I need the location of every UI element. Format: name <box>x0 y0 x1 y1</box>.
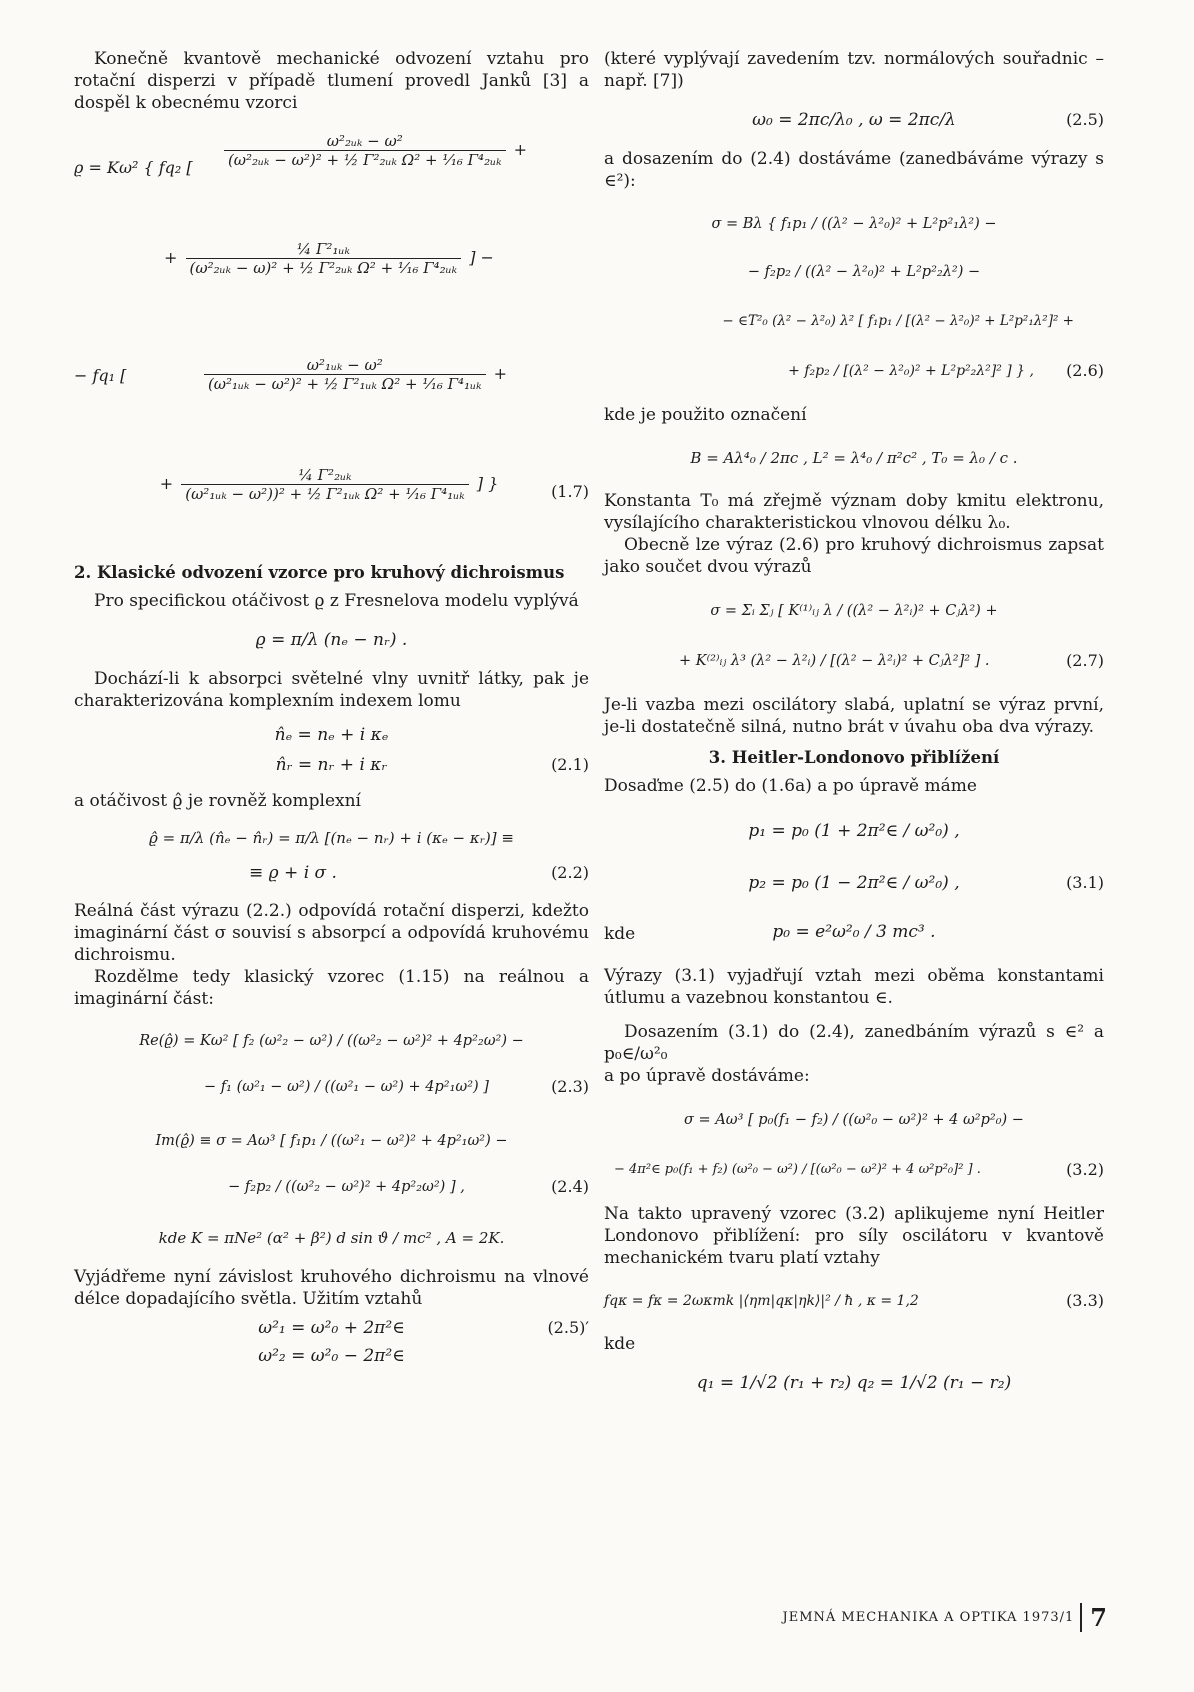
eq-2-6-number: (2.6) <box>1066 361 1104 380</box>
left-column <box>74 48 589 1378</box>
equation-2-7: σ = Σᵢ Σⱼ [ K⁽¹⁾ᵢⱼ λ / ((λ² − λ²ᵢ)² + Cⱼλ²) + + K⁽²⁾ᵢⱼ λ³ (λ² − λ²ᵢ) / [(λ² − λ²ᵢ)² + Cⱼλ²]² ] . (2.7) <box>604 586 1104 686</box>
eq-1-7-term4: $\frac{\text{¼ Γ²₂ᵤₖ}}{\text{(ω²₁ᵤₖ − ω²))² + ½ Γ²₁ᵤₖ Ω² + ¹⁄₁₆ Γ⁴₁ᵤₖ}}$ <box>181 466 468 503</box>
s3-kde: kde <box>604 1334 636 1354</box>
eq-3-1-number: (3.1) <box>1066 873 1104 892</box>
eq-2-5-number: (2.5) <box>1066 110 1104 129</box>
section-3-title: 3. Heitler-Londonovo přiblížení <box>708 748 1000 767</box>
r-p3: kde je použito označení <box>604 405 807 425</box>
eq-3-3-number: (3.3) <box>1066 1291 1104 1310</box>
equation-rho: ϱ = π/λ (nₑ − nᵣ) . <box>255 630 408 650</box>
s2-p3: a otáčivost ϱ̂ je rovněž komplexní <box>74 791 361 811</box>
eq-1-7-number: (1.7) <box>551 482 589 501</box>
s3-p3: Dosazením (3.1) do (2.4), zanedbáním výrazů s ∈² a p₀∈/ω²₀ <box>604 1022 1104 1064</box>
eq-2-7-number: (2.7) <box>1066 651 1104 670</box>
equation-K: kde K = πNe² (α² + β²) d sin ϑ / mc² , A = 2K. <box>158 1229 505 1247</box>
r-p1: (které vyplývají zavedením tzv. normálových souřadnic – např. [7]) <box>604 49 1104 91</box>
s2-p2: Dochází-li k absorpci světelné vlny uvnitř látky, pak je charakterizována komplexním indexem lomu <box>74 669 589 711</box>
s2-p6: Vyjádřeme nyní závislost kruhového dichroismu na vlnové délce dopadajícího světla. Užitím vztahů <box>74 1267 589 1309</box>
page-footer <box>783 1603 1108 1632</box>
eq-1-7-lhs: ϱ = Kω² { fq₂ [ <box>74 158 193 177</box>
journal-name: JEMNÁ MECHANIKA A OPTIKA 1973/1 <box>782 1610 1075 1625</box>
equation-2-5: ω₀ = 2πc/λ₀ , ω = 2πc/λ (2.5) <box>604 100 1104 140</box>
eq-1-7-term2: $\frac{\text{¼ Γ²₁ᵤₖ}}{\text{(ω²₂ᵤₖ − ω)² + ½ Γ²₂ᵤₖ Ω² + ¹⁄₁₆ Γ⁴₂ᵤₖ}}$ <box>186 240 462 277</box>
s3-p3b: a po úpravě dostáváme: <box>604 1066 810 1086</box>
r-p4: Konstanta T₀ má zřejmě význam doby kmitu elektronu, vysílajícího charakteristickou vlnovou délku λ₀. <box>604 491 1104 533</box>
s2-p1: Pro specifickou otáčivost ϱ z Fresnelova modelu vyplývá <box>94 591 579 611</box>
s2-p5: Rozdělme tedy klasický vzorec (1.15) na reálnou a imaginární část: <box>74 967 589 1009</box>
s3-p1: Dosaďme (2.5) do (1.6a) a po úpravě máme <box>604 776 977 796</box>
eq-2-3-number: (2.3) <box>551 1077 589 1096</box>
intro-paragraph: Konečně kvantově mechanické odvození vztahu pro rotační disperzi v případě tlumení provedl Janků [3] a dospěl k obecnému vzorci <box>74 49 589 113</box>
s2-p4: Reálná část výrazu (2.2.) odpovídá rotační disperzi, kdežto imaginární část σ souvisí s absorpcí a odpovídá kruhovému dichroismu. <box>74 901 589 965</box>
eq-1-7-term3: $\frac{\text{ω²₁ᵤₖ − ω²}}{\text{(ω²₁ᵤₖ − ω²)² + ½ Γ²₁ᵤₖ Ω² + ¹⁄₁₆ Γ⁴₁ᵤₖ}}$ <box>204 356 486 393</box>
equation-2-3: Re(ϱ̂) = Kω² [ f₂ (ω²₂ − ω²) / ((ω²₂ − ω²)² + 4p²₂ω²) − − f₁ (ω²₁ − ω²) / ((ω²₁ − ω²) + 4p²₁ω²) ] (2.3) <box>74 1018 589 1110</box>
eq-3-2-number: (3.2) <box>1066 1160 1104 1179</box>
equation-2-1: n̂ₑ = nₑ + i κₑ n̂ᵣ = nᵣ + i κᵣ (2.1) <box>74 720 589 782</box>
equation-3-2: σ = Aω³ [ p₀(f₁ − f₂) / ((ω²₀ − ω²)² + 4 ω²p²₀) − − 4π²∈ p₀(f₁ + f₂) (ω²₀ − ω²) / [(ω²₀ − ω²)² + 4 ω²p²₀]² ] . (3.2) <box>604 1095 1104 1195</box>
eq-1-7-mid: − fq₁ [ <box>74 366 127 385</box>
page-number: 7 <box>1080 1603 1108 1632</box>
equation-2-2: ϱ̂ = π/λ (n̂ₑ − n̂ᵣ) = π/λ [(nₑ − nᵣ) + i (κₑ − κᵣ)] ≡ ≡ ϱ + i σ . (2.2) <box>74 820 589 892</box>
equation-3-1: p₁ = p₀ (1 + 2π²∈ / ω²₀) , p₂ = p₀ (1 − 2π²∈ / ω²₀) , (3.1) kde p₀ = e²ω²₀ / 3 mc³ . <box>604 821 1104 944</box>
equation-2-6: σ = Bλ { f₁p₁ / ((λ² − λ²₀)² + L²p²₁λ²) − − f₂p₂ / ((λ² − λ²₀)² + L²p²₂λ²) − − ∈T²₀ (λ² − λ²₀) λ² [ f₁p₁ / [(λ² − λ²₀)² + L²p²₁λ²]² + + f₂p₂ / [(λ² − λ²₀)² + L²p²₂λ²]² ] } , (2.6) <box>604 200 1104 396</box>
eq-1-7-term1: $\frac{\text{ω²₂ᵤₖ − ω²}}{\text{(ω²₂ᵤₖ − ω²)² + ½ Γ²₂ᵤₖ Ω² + ¹⁄₁₆ Γ⁴₂ᵤₖ}}$ <box>224 132 506 169</box>
eq-2-4-number: (2.4) <box>551 1177 589 1196</box>
right-column <box>604 48 1104 1411</box>
eq-2-1-number: (2.1) <box>551 755 589 774</box>
equation-q: q₁ = 1/√2 (r₁ + r₂) q₂ = 1/√2 (r₁ − r₂) <box>696 1373 1012 1393</box>
equation-B: B = Aλ⁴₀ / 2πc , L² = λ⁴₀ / π²c² , T₀ = λ₀ / c . <box>690 449 1018 467</box>
r-p6: Je-li vazba mezi oscilátory slabá, uplatní se výraz první, je-li dostatečně silná, nutno brát v úvahu oba dva výrazy. <box>604 695 1104 737</box>
s3-p4: Na takto upravený vzorec (3.2) aplikujeme nyní Heitler Londonovo přiblížení: pro síly oscilátoru v kvantově mechanickém tvaru platí vztahy <box>604 1204 1104 1268</box>
r-p5: Obecně lze výraz (2.6) pro kruhový dichroismus zapsat jako součet dvou výrazů <box>604 535 1104 577</box>
s3-p2: Výrazy (3.1) vyjadřují vztah mezi oběma konstantami útlumu a vazebnou konstantou ∈. <box>604 966 1104 1008</box>
eq-2-5-prime-number: (2.5)′ <box>547 1318 589 1337</box>
equation-2-5-prime: ω²₁ = ω²₀ + 2π²∈ ω²₂ = ω²₀ − 2π²∈ (2.5)′ <box>74 1314 589 1370</box>
r-p2: a dosazením do (2.4) dostáváme (zanedbáváme výrazy s ∈²): <box>604 149 1104 191</box>
equation-3-3: fqκ = fκ = 2ωκmk |⟨ηm|qκ|ηk⟩|² / ħ , κ = 1,2 (3.3) <box>604 1277 1104 1325</box>
equation-2-4: Im(ϱ̂) ≡ σ = Aω³ [ f₁p₁ / ((ω²₁ − ω²)² + 4p²₁ω²) − − f₂p₂ / ((ω²₂ − ω²)² + 4p²₂ω²) ] , (2.4) <box>74 1118 589 1210</box>
eq-2-2-number: (2.2) <box>551 863 589 882</box>
equation-1-7: ϱ = Kω² { fq₂ [ $\frac{\text{ω²₂ᵤₖ − ω²}}{\text{(ω²₂ᵤₖ − ω²)² + ½ Γ²₂ᵤₖ Ω² + ¹⁄₁₆ Γ⁴₂ᵤₖ}}$ + + $\frac{\text{¼ Γ²₁ᵤₖ}}{\text{(ω²₂ᵤₖ − ω)² + ½ Γ²₂ᵤₖ Ω² + ¹⁄₁₆ Γ⁴₂ᵤₖ}}$ ] − − fq₁ [ $\frac{\text{ω²₁ᵤₖ − ω²}}{\text{(ω²₁ᵤₖ − ω²)² + ½ Γ²₁ᵤₖ Ω² + ¹⁄₁₆ Γ⁴₁ᵤₖ}}$ + + $\frac{\text{¼ Γ²₂ᵤₖ}}{\text{(ω²₁ᵤₖ − ω²))² + ½ Γ²₁ᵤₖ Ω² + ¹⁄₁₆ Γ⁴₁ᵤₖ}}$ ] } (1.7) <box>74 132 589 503</box>
section-2-title: 2. Klasické odvození vzorce pro kruhový dichroismus <box>74 563 565 582</box>
